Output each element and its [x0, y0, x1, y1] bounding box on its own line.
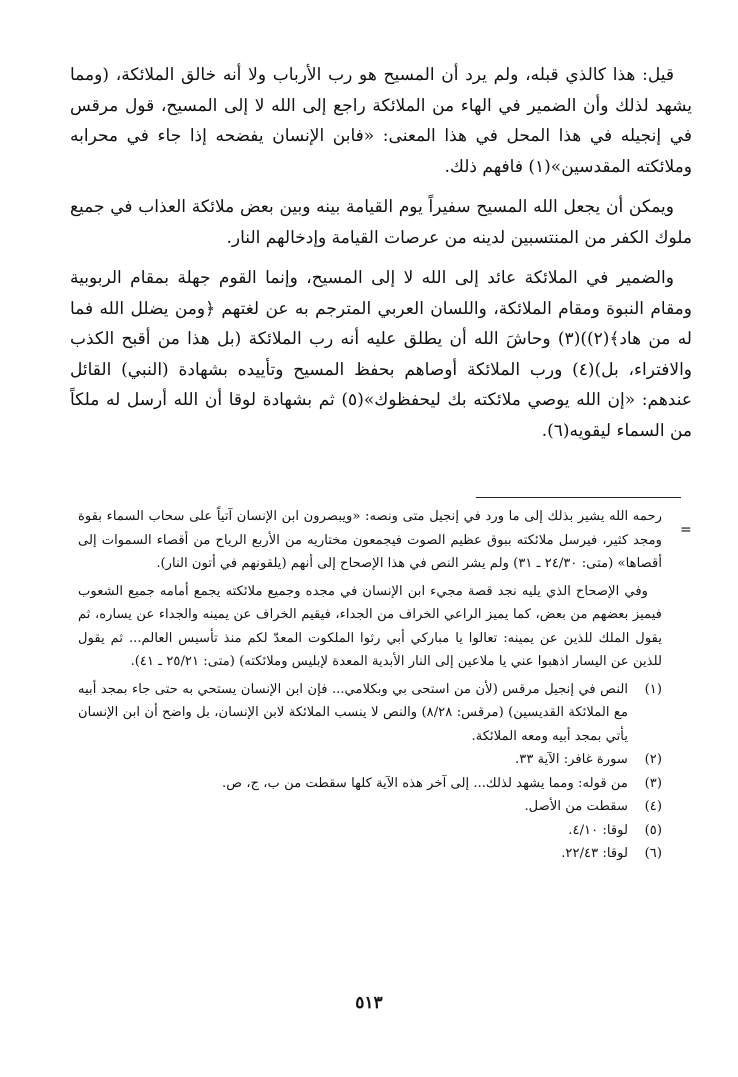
footnote-text: من قوله: ومما يشهد لذلك... إلى آخر هذه الآية كلها سقطت من ب، ج، ص.: [222, 775, 628, 791]
footnote-text: سورة غافر: الآية ٣٣.: [515, 752, 628, 767]
footnote: [78, 772, 662, 796]
footnote: [78, 678, 662, 749]
page-number: ٥١٣: [355, 993, 383, 1013]
footnotes: [78, 505, 662, 866]
continuation-marker: =: [680, 522, 692, 538]
footnote-continuation-paragraph: وفي الإصحاح الذي يليه نجد قصة مجيء ابن الإنسان في مجده وجميع ملائكته يجمع أمامه جميع الشعوب فيميز بعضهم من بعض، كما يميز الراعي الخراف من الجداء، فيقيم الخراف عن يمينه والجداء عن يساره، ثم يقول الملك للذين عن يمينه: تعالوا يا مباركي أبي رثوا الملكوت المعدّ لكم منذ تأسيس العالم... ثم يقول للذين عن اليسار اذهبوا عني يا ملاعين إلى النار الأبدية المعدة لإبليس وملائكته) (متى: ٢٥/٢١ ـ ٤١).: [78, 583, 662, 669]
footnote-separator: [476, 497, 681, 498]
footnote: [78, 842, 662, 866]
footnote-text: لوقا: ٤/١٠.: [568, 822, 628, 838]
footnote-number: (٦): [644, 846, 662, 861]
main-paragraph: والضمير في الملائكة عائد إلى الله لا إلى المسيح، وإنما القوم جهلة بمقام الربوبية ومقام النبوة ومقام الملائكة، واللسان العربي المترجم به عن لغتهم ﴿ومن يضلل الله فما له من هاد﴾(٢))(٣) وحاشَ الله أن يطلق عليه أنه رب الملائكة (بل هذا من أقبح الكذب والافتراء، بل)(٤) ورب الملائكة أوصاهم بحفظ المسيح وتأييده بشهادة (النبي) القائل عندهم: «إن الله يوصي ملائكته بك ليحفظوك»(٥) ثم بشهادة لوقا أن الله أرسل له ملكاً من السماء ليقويه(٦).: [70, 268, 692, 441]
footnote-continuation-paragraph: رحمه الله يشير بذلك إلى ما ورد في إنجيل متى ونصه: «ويبصرون ابن الإنسان آتياً على سحاب السماء بقوة ومجد كثير، فيرسل ملائكته ببوق عظيم الصوت فيجمعون مختاريه من الأربع الرياح من أقصاء السموات إلى أقصاها» (متى: ٢٤/٣٠ ـ ٣١) ولم يشر النص في هذا الإصحاح إلى أنهم (يلقونهم في أتون النار).: [78, 509, 662, 571]
footnote-text: لوقا: ٢٢/٤٣.: [561, 846, 628, 861]
footnote-number: (٤): [644, 799, 662, 814]
footnote-continuation: [78, 505, 662, 674]
main-text: [70, 60, 692, 456]
footnote: [78, 795, 662, 819]
footnote-number: (١): [644, 681, 662, 697]
footnote-number: (٥): [644, 822, 662, 838]
footnote: [78, 748, 662, 772]
footnote-number: (٣): [644, 775, 662, 791]
footnote: [78, 819, 662, 843]
footnote-text: سقطت من الأصل.: [524, 799, 628, 814]
footnote-number: (٢): [644, 752, 662, 767]
main-paragraph: ويمكن أن يجعل الله المسيح سفيراً يوم القيامة بينه وبين بعض ملائكة العذاب في جميع ملوك الكفر من المنتسبين لدينه من عرصات القيامة وإدخالهم النار.: [70, 197, 692, 248]
main-paragraph: قيل: هذا كالذي قبله، ولم يرد أن المسيح هو رب الأرباب ولا أنه خالق الملائكة، (ومما يشهد لذلك وأن الضمير في الهاء من الملائكة راجع إلى الله لا إلى المسيح، قول مرقس في إنجيله في هذا المحل في هذا المعنى: «فابن الإنسان يفضحه إذا جاء في محرابه وملائكته المقدسين»(١) فافهم ذلك.: [70, 65, 692, 177]
footnote-text: النص في إنجيل مرقس (لأن من استحى بي وبكلامي... فإن ابن الإنسان يستحي به حتى جاء بمجد أبيه مع الملائكة القديسين) (مرقس: ٨/٢٨) والنص لا ينسب الملائكة لابن الإنسان، بل واضح أن ابن الإنسان يأتي بمجد أبيه ومعه الملائكة.: [78, 681, 629, 744]
